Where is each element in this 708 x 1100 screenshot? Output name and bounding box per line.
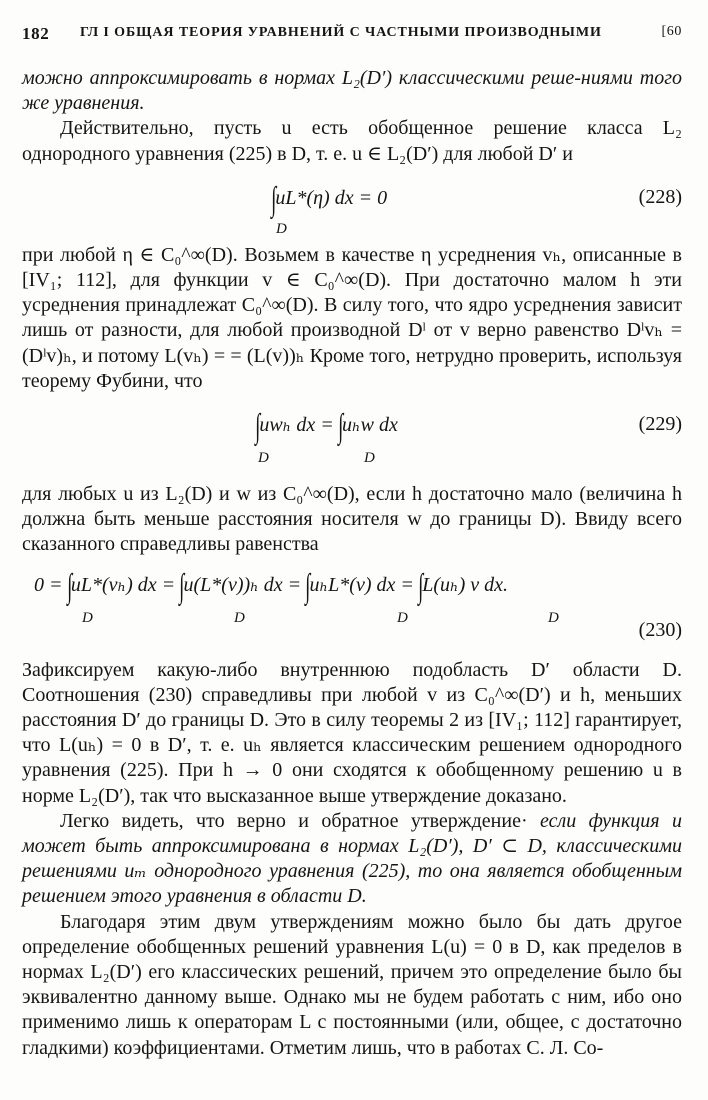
- integral-domain: D: [258, 450, 269, 467]
- paragraph-3: при любой η ∈ C₀^∞(D). Возьмем в качестве η усреднения vₕ, описанные в [IV₁; 112], для функции v ∈ C₀^∞(D). При достаточно малом h эти усреднения принадлежат C₀^∞(D). В силу того, что ядро усреднения зависит лишь от разности, для любой производной Dˡ от v верно равенство Dˡvₕ = (Dˡv)ₕ, и потому L(vₕ) = = (L(v))ₕ Кроме того, нетрудно проверить, используя теорему Фубини, что: [22, 243, 682, 392]
- paragraph-5: Зафиксируем какую-либо внутреннюю подобласть D′ области D. Соотношения (230) справедливы при любой v из C₀^∞(D′) и h, меньших расстояния D′ до границы D. Это в силу теоремы 2 из [IV₁; 112] гарантирует, что L(uₕ) = 0 в D′, т. е. uₕ является классическим решением однородного уравнения (225). При h → 0 они сходятся к обобщенному решению u в норме L₂(D′), так что высказанное выше утверждение доказано.: [22, 658, 682, 807]
- paragraph-4: для любых u из L₂(D) и w из C₀^∞(D), если h достаточно мало (величина h должна быть меньше расстояния носителя w до границы D). Ввиду всего сказанного справедливы равенства: [22, 483, 682, 556]
- page-body: [22, 66, 682, 1061]
- formula-228-expression: uL*(η) dx = 0: [275, 186, 388, 209]
- paragraph-6-lead: Легко видеть, что верно и обратное утверждение·: [60, 809, 528, 832]
- integral-domain: D: [364, 450, 375, 467]
- formula-229-left: uwₕ dx =: [259, 414, 334, 437]
- integral-sign: ∫: [305, 567, 311, 605]
- formula-229-right: uₕw dx: [342, 414, 398, 437]
- equation-number-230: (230): [638, 618, 682, 641]
- section-number: [60: [661, 24, 682, 39]
- formula-230: [22, 566, 682, 650]
- integral-domain: D: [276, 220, 287, 237]
- formula-230-lhs: 0 =: [34, 573, 63, 596]
- integral-sign: ∫: [417, 567, 424, 605]
- integral-sign: ∫: [271, 180, 277, 218]
- paragraph-7: Благодаря этим двум утверждениям можно было бы дать другое определение обобщенных решений уравнения L(u) = 0 в D, как пределов в нормах L₂(D′) его классических решений, причем это определение было бы эквивалентно данному выше. Однако мы не будем работать с ним, ибо оно применимо лишь к операторам L с постоянными (или, общее, с достаточно гладкими) коэффициентами. Отметим лишь, что в работах С. Л. Со-: [22, 910, 682, 1059]
- integral-sign: ∫: [337, 408, 343, 446]
- formula-230-term-2: u(L*(v))ₕ dx =: [183, 573, 302, 596]
- paragraph-6-statement: если функция и может быть аппроксимирована в нормах L₂(D′), D′ ⊂ D, классическими решениями uₘ однородного уравнения (225), то она является обобщенным решением этого уравнения в области D.: [22, 809, 682, 908]
- equation-number-229: (229): [638, 413, 682, 436]
- running-title: ГЛ I ОБЩАЯ ТЕОРИЯ УРАВНЕНИЙ С ЧАСТНЫМИ ПРОИЗВОДНЫМИ: [80, 25, 602, 40]
- integral-sign: ∫: [66, 567, 72, 605]
- integral-domain: D: [82, 609, 93, 626]
- formula-230-term-3: uₕL*(v) dx =: [309, 573, 414, 596]
- paragraph-1: [22, 66, 682, 116]
- page-number: 182: [22, 24, 50, 43]
- integral-domain: D: [548, 609, 559, 626]
- formula-230-term-4: L(uₕ) v dx.: [422, 573, 509, 596]
- integral-domain: D: [397, 609, 408, 626]
- integral-sign: ∫: [255, 408, 261, 446]
- formula-230-term-1: uL*(vₕ) dx =: [70, 573, 176, 596]
- integral-domain: D: [234, 609, 245, 626]
- formula-228: [22, 179, 682, 237]
- paragraph-6: [22, 809, 682, 910]
- running-header: [22, 24, 682, 46]
- paragraph-1-text: можно аппроксимировать в нормах L₂(D′) классическими реше-ниями того же уравнения.: [22, 67, 682, 115]
- integral-sign: ∫: [179, 567, 185, 605]
- paragraph-2: Действительно, пусть u есть обобщенное решение класса L₂ однородного уравнения (225) в D, т. е. u ∈ L₂(D′) для любой D′ и: [22, 117, 682, 165]
- equation-number-228: (228): [638, 185, 682, 208]
- formula-229: [22, 406, 682, 468]
